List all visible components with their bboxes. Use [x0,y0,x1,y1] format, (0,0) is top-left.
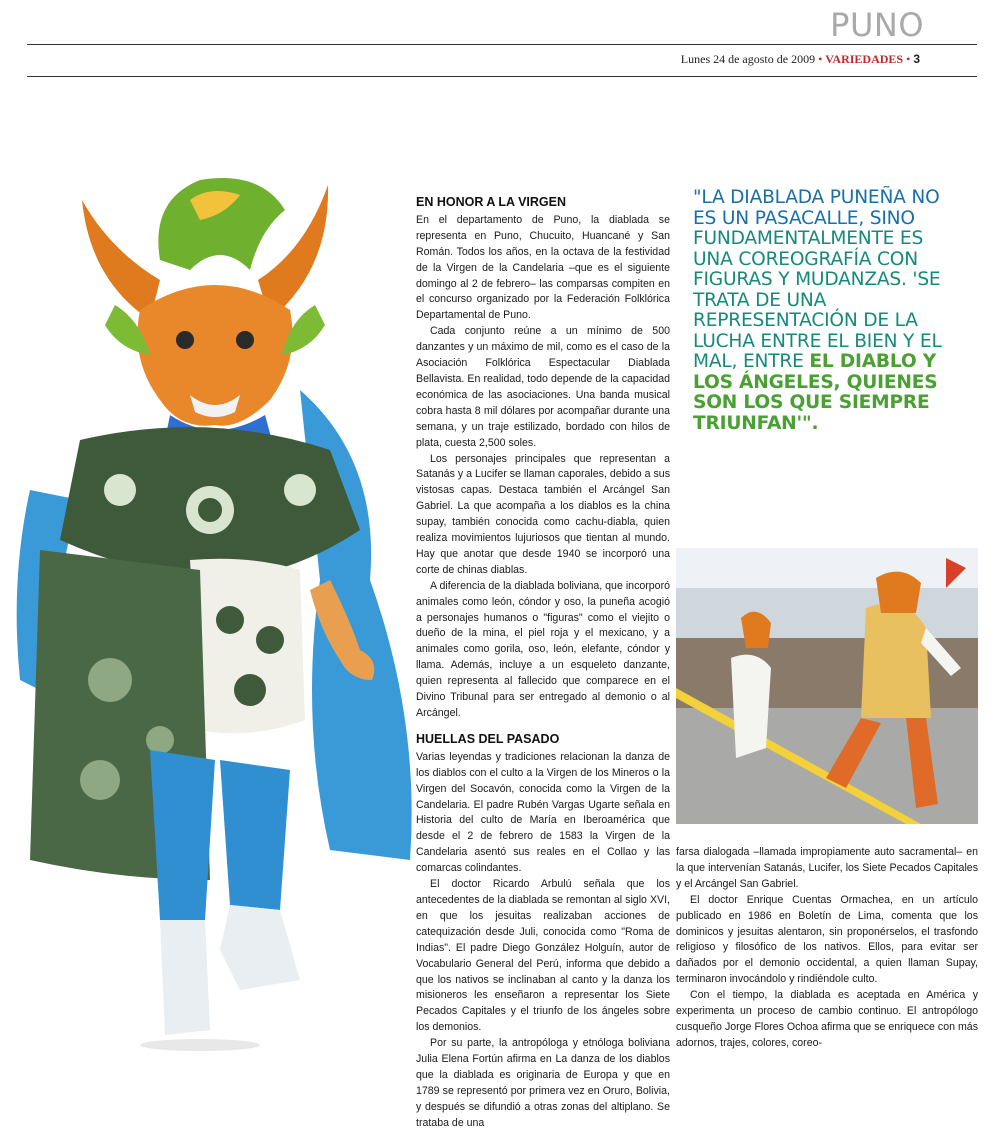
quote-line: TRATA DE UNA REPRESENTACIÓN DE LA LUCHA ENTRE EL BIEN Y EL MAL, ENTRE [693,289,942,372]
paragraph: En el departamento de Puno, la diablada se representa en Puno, Chucuito, Huancané y San Román. Todos los años, en la octava de la festividad de la Virgen de la Candelaria –que es el siguiente domingo al 2 de febrero– las comparsas compiten en el concurso organizado por la Federación Folklórica Departamental de Puno. [416,213,670,322]
parade-photo [676,548,978,824]
quote-line: "LA DIABLADA PUNEÑA NO ES UN PASACALLE, SINO [693,187,940,229]
paragraph: Con el tiempo, la diablada es aceptada en América y experimenta un proceso de cambio continuo. El antropólogo cusqueño Jorge Flores Ochoa afirma que se enriquece con más adornos, trajes, colores, coreo- [676,989,978,1049]
bullet-sep: • [818,52,826,66]
header-rule-bottom [27,76,977,77]
quote-line: EL DIABLO Y LOS ÁNGELES, QUIENES SON LOS QUE SIEMPRE TRIUNFAN'". [693,351,938,434]
article-column-2 [676,845,978,1052]
left-boot [160,920,210,1035]
quote-line: FUNDAMENTALMENTE ES UNA COREOGRAFÍA CON FIGURAS Y MUDANZAS. 'SE [693,228,941,290]
page-number: 3 [913,52,920,66]
bullet-sep: • [903,52,914,66]
paragraph: Cada conjunto reúne a un mínimo de 500 danzantes y un máximo de mil, como es el caso de la Asociación Folklórica Espectacular Diablada Bellavista. En realidad, todo depende de la capacidad económica de las asociaciones. Una banda musical cobra hasta 8 mil dólares por acompañar durante una semana, y un traje estilizado, bordado con hilos de plata, cuesta 2,500 soles. [416,325,670,449]
dancer-left [731,655,771,758]
left-horn [82,200,160,320]
right-boot [220,905,300,990]
dateline [681,52,920,67]
devil-mask [138,285,293,426]
pull-quote [693,188,963,434]
blue-trousers [150,750,215,920]
paragraph: Los personajes principales que representan a Satanás y a Lucifer se llaman caporales, debido a sus vistosas capas. Destaca también el Arcángel San Gabriel. La que acompaña a los diablos es la china supay, también conocida como cachu-diabla, quien realiza movimientos lujuriosos que tientan al mundo. Hay que anotar que desde 1940 se incorporó una corte de chinas diablas. [416,452,670,576]
paragraph: Por su parte, la antropóloga y etnóloga boliviana Julia Elena Fortún afirma en La danza de los diablos que la diablada es originaria de Europa y que en 1789 se representó por primera vez en Oruro, Bolivia, y después se difundió a otras zonas del altiplano. Se trataba de una [416,1037,670,1129]
diablada-dancer-photo [0,160,420,1060]
section-tag: VARIEDADES [825,52,904,66]
header-rule-top [27,44,977,45]
article-column-1 [416,195,670,1132]
paragraph: Varias leyendas y tradiciones relacionan la danza de los diablos con el culto a la Virgen de los Mineros o la Virgen del Socavón, conocida como la Virgen de la Candelaria. El padre Rubén Vargas Ugarte señala en Historia del culto de María en Iberoamérica que desde el 2 de febrero de 1583 la Virgen de la Candelaria asentó sus reales en el Collao y las comarcas colindantes. [416,750,670,875]
section-name: PUNO [830,6,924,44]
paragraph: El doctor Enrique Cuentas Ormachea, en un artículo publicado en 1986 en Boletín de Lima, comenta que los dominicos y jesuitas alentaron, sin proponérselos, el trasfondo religioso y filosófico de los nativos. Ellos, para evitar ser dañados por el demonio occidental, a quien llaman Supay, terminaron invocándolo y rindiéndole culto. [676,893,978,986]
subheading-honor: EN HONOR A LA VIRGEN [416,195,567,209]
issue-date: Lunes 24 de agosto de 2009 [680,52,816,66]
subheading-huellas: HUELLAS DEL PASADO [416,731,560,746]
paragraph: A diferencia de la diablada boliviana, que incorporó animales como león, cóndor y oso, la puneña acogió a personajes humanos o "figuras" como el viejito o dueño de la mina, el piel roja y el mexicano, y a animales como gorila, oso, león, elefante, cóndor y llama. Además, incluye a un esqueleto danzante, quien representa al fallecido que comparece en el Divino Tribunal para ser entregado al demonio o al Arcángel. [416,579,670,719]
embroidered-apron [190,559,305,734]
dancer-right [861,604,931,719]
paragraph: El doctor Ricardo Arbulú señala que los antecedentes de la diablada se remontan al siglo XVI, en que los jesuitas realizaban acciones de catequización desde Juli, conocida como "Roma de Indias". El padre Diego González Holguín, autor de Vocabulario General del Perú, informa que debido a que los nativos se inclinaban al canto y la danza los misioneros les enseñaron a representar los Siete Pecados Capitales y el triunfo de los ángeles sobre los demonios. [416,878,670,1034]
paragraph: farsa dialogada –llamada impropiamente auto sacramental– en la que intervenían Satanás, Lucifer, los Siete Pecados Capitales y el Arcángel San Gabriel. [676,846,978,890]
